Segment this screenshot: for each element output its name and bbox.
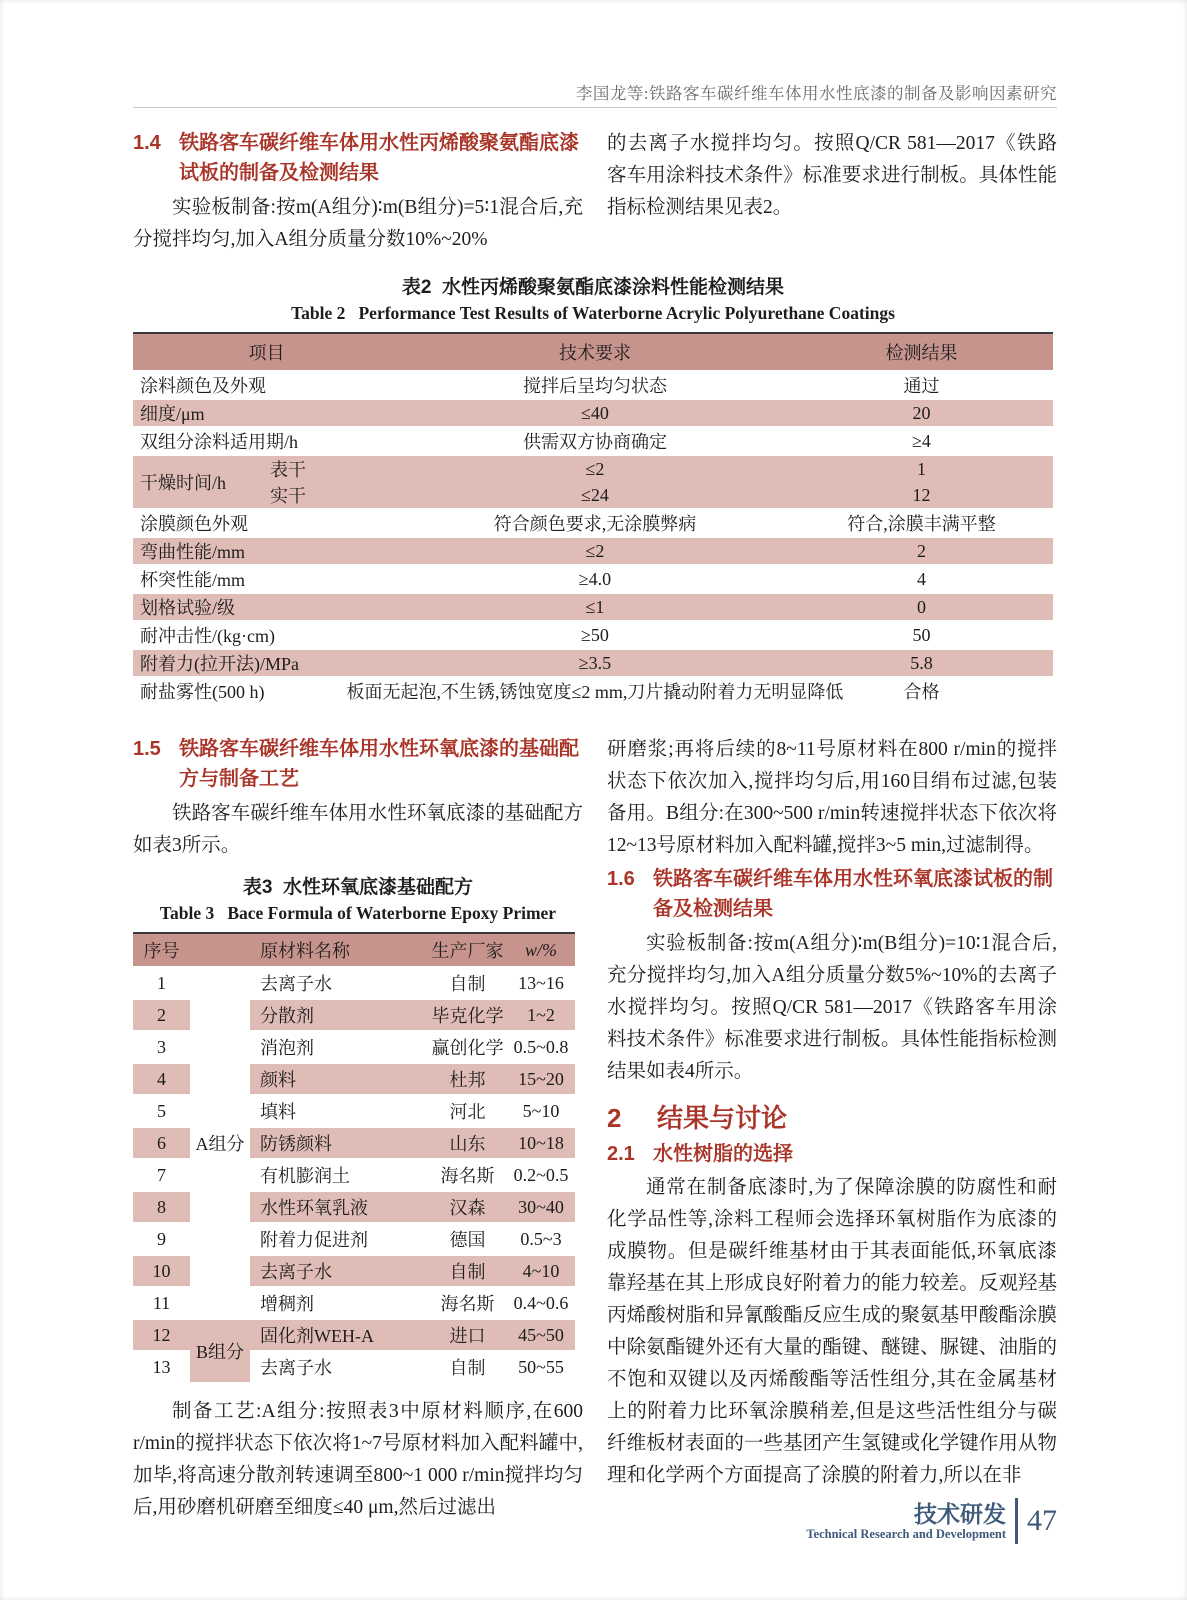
cell-requirement: 符合颜色要求,无涂膜弊病 bbox=[400, 509, 790, 537]
cell-material-name: 附着力促进剂 bbox=[250, 1223, 428, 1255]
table3-caption-en: Table 3 Bace Formula of Waterborne Epoxy Primer bbox=[159, 903, 557, 923]
cell-mass-fraction: 0.4~0.6 bbox=[507, 1287, 575, 1319]
cell-requirement: 供需双方协商确定 bbox=[400, 427, 790, 455]
col-header-group bbox=[190, 933, 250, 967]
cell-no: 9 bbox=[133, 1223, 190, 1255]
table-row bbox=[133, 1319, 575, 1351]
col-header-material: 原材料名称 bbox=[250, 933, 428, 967]
table-row bbox=[133, 677, 1053, 705]
mid-right-column bbox=[607, 734, 1057, 1492]
section-heading-1-6 bbox=[607, 864, 1057, 924]
running-header: 李国龙等:铁路客车碳纤维车体用水性底漆的制备及影响因素研究 bbox=[575, 84, 1057, 103]
cell-manufacturer: 进口 bbox=[428, 1319, 507, 1351]
cell-manufacturer: 山东 bbox=[428, 1127, 507, 1159]
cell-result: 0 bbox=[790, 593, 1053, 621]
cell-manufacturer: 自制 bbox=[428, 1255, 507, 1287]
cell-item: 涂料颜色及外观 bbox=[133, 371, 400, 399]
section-title: 水性树脂的选择 bbox=[653, 1143, 793, 1165]
cell-result: 12 bbox=[790, 482, 1053, 509]
cell-manufacturer: 自制 bbox=[428, 967, 507, 999]
cell-item: 杯突性能/mm bbox=[133, 565, 400, 593]
section-number: 1.4 bbox=[133, 132, 161, 154]
header-divider bbox=[133, 107, 1057, 108]
top-left-column bbox=[133, 128, 583, 256]
cell-no: 4 bbox=[133, 1063, 190, 1095]
col-header-requirement: 技术要求 bbox=[400, 333, 790, 371]
cell-result: 1 bbox=[790, 455, 1053, 482]
cell-result: 2 bbox=[790, 537, 1053, 565]
section-number: 2 bbox=[607, 1103, 622, 1133]
cell-manufacturer: 毕克化学 bbox=[428, 999, 507, 1031]
cell-component-group: B组分 bbox=[190, 1319, 250, 1383]
cell-requirement: ≥4.0 bbox=[400, 565, 790, 593]
paragraph: 通常在制备底漆时,为了保障涂膜的防腐性和耐化学品性等,涂料工程师会选择环氧树脂作为底漆的成膜物。但是碳纤维基材由于其表面能低,环氧底漆靠羟基在其上形成良好附着力的能力较差。反观羟基丙烯酸树脂和异氰酸酯反应生成的聚氨基甲酸酯涂膜中除氨酯键外还有大量的酯键、醚键、脲键、油脂的不饱和双键以及丙烯酸酯等活性组分,其在金属基材上的附着力比环氧涂膜稍差,但是这些活性组分与碳纤维板材表面的一些基团产生氢键或化学键作用从物理和化学两个方面提高了涂膜的附着力,所以在非 bbox=[607, 1177, 1057, 1486]
cell-requirement: ≤2 bbox=[400, 537, 790, 565]
cell-result: 5.8 bbox=[790, 649, 1053, 677]
cell-no: 8 bbox=[133, 1191, 190, 1223]
cell-requirement: ≤1 bbox=[400, 593, 790, 621]
table-row bbox=[133, 593, 1053, 621]
section-heading-2 bbox=[607, 1100, 1057, 1136]
section-heading-1-4 bbox=[133, 128, 583, 188]
cell-mass-fraction: 0.2~0.5 bbox=[507, 1159, 575, 1191]
cell-material-name: 分散剂 bbox=[250, 999, 428, 1031]
cell-result: 20 bbox=[790, 399, 1053, 427]
cell-mass-fraction: 10~18 bbox=[507, 1127, 575, 1159]
cell-requirement: 搅拌后呈均匀状态 bbox=[400, 371, 790, 399]
paragraph: 铁路客车碳纤维车体用水性环氧底漆的基础配方如表3所示。 bbox=[133, 803, 583, 856]
cell-no: 10 bbox=[133, 1255, 190, 1287]
cell-material-name: 水性环氧乳液 bbox=[250, 1191, 428, 1223]
cell-mass-fraction: 15~20 bbox=[507, 1063, 575, 1095]
cell-manufacturer: 海名斯 bbox=[428, 1287, 507, 1319]
cell-material-name: 去离子水 bbox=[250, 1351, 428, 1383]
cell-result: 符合,涂膜丰满平整 bbox=[790, 509, 1053, 537]
cell-material-name: 颜料 bbox=[250, 1063, 428, 1095]
paragraph: 实验板制备:按m(A组分)∶m(B组分)=5∶1混合后,充分搅拌均匀,加入A组分质量分数10%~20% bbox=[133, 197, 583, 250]
cell-result: 合格 bbox=[790, 677, 1053, 705]
cell-no: 2 bbox=[133, 999, 190, 1031]
table-row bbox=[133, 967, 575, 999]
cell-requirement: ≤2 bbox=[400, 455, 790, 482]
table2-caption-en: Table 2 Performance Test Results of Waterborne Acrylic Polyurethane Coatings bbox=[291, 303, 895, 323]
cell-item: 划格试验/级 bbox=[133, 593, 400, 621]
cell-no: 13 bbox=[133, 1351, 190, 1383]
cell-mass-fraction: 30~40 bbox=[507, 1191, 575, 1223]
cell-requirement: ≥3.5 bbox=[400, 649, 790, 677]
cell-result: 4 bbox=[790, 565, 1053, 593]
cell-manufacturer: 河北 bbox=[428, 1095, 507, 1127]
col-header-item: 项目 bbox=[133, 333, 400, 371]
section-title: 铁路客车碳纤维车体用水性环氧底漆的基础配方与制备工艺 bbox=[179, 738, 579, 790]
cell-mass-fraction: 50~55 bbox=[507, 1351, 575, 1383]
cell-requirement-text: 板面无起泡,不生锈,锈蚀宽度≤2 mm,刀片撬动附着力无明显降低 bbox=[346, 682, 844, 702]
table2-caption-cn: 表2 水性丙烯酸聚氨酯底漆涂料性能检测结果 bbox=[401, 277, 785, 298]
mid-left-column bbox=[133, 734, 583, 1524]
page-footer bbox=[806, 1498, 1057, 1544]
cell-result: 50 bbox=[790, 621, 1053, 649]
footer-label-en: Technical Research and Development bbox=[806, 1526, 1006, 1541]
cell-mass-fraction: 1~2 bbox=[507, 999, 575, 1031]
top-two-column-block bbox=[133, 128, 1057, 256]
cell-requirement: ≤24 bbox=[400, 482, 790, 509]
cell-result: ≥4 bbox=[790, 427, 1053, 455]
cell-item: 细度/μm bbox=[133, 399, 400, 427]
cell-mass-fraction: 4~10 bbox=[507, 1255, 575, 1287]
cell-material-name: 去离子水 bbox=[250, 967, 428, 999]
cell-manufacturer: 赢创化学 bbox=[428, 1031, 507, 1063]
formula-table bbox=[133, 932, 575, 1384]
cell-material-name: 固化剂WEH-A bbox=[250, 1319, 428, 1351]
cell-manufacturer: 德国 bbox=[428, 1223, 507, 1255]
page-number: 47 bbox=[1027, 1504, 1057, 1537]
page-content bbox=[133, 0, 1057, 1600]
table-header-row bbox=[133, 933, 575, 967]
cell-mass-fraction: 13~16 bbox=[507, 967, 575, 999]
table3-section bbox=[133, 872, 583, 1384]
table-row bbox=[133, 649, 1053, 677]
cell-no: 3 bbox=[133, 1031, 190, 1063]
cell-no: 5 bbox=[133, 1095, 190, 1127]
cell-component-group: A组分 bbox=[190, 967, 250, 1319]
cell-result: 通过 bbox=[790, 371, 1053, 399]
cell-item: 耐盐雾性(500 h) bbox=[133, 677, 400, 705]
table-header-row bbox=[133, 333, 1053, 371]
footer-labels bbox=[806, 1501, 1006, 1542]
paragraph: 制备工艺:A组分:按照表3中原材料顺序,在600 r/min的搅拌状态下依次将1~7号原材料加入配料罐中,加毕,将高速分散剂转速调至800~1 000 r/min搅拌均匀后,用砂磨机研磨至细度≤40 μm,然后过滤出 bbox=[133, 1401, 583, 1518]
cell-no: 11 bbox=[133, 1287, 190, 1319]
cell-item: 双组分涂料适用期/h bbox=[133, 427, 400, 455]
table-row bbox=[133, 509, 1053, 537]
table-row bbox=[133, 427, 1053, 455]
col-header-fraction: w/% bbox=[507, 933, 575, 967]
cell-no: 6 bbox=[133, 1127, 190, 1159]
table-row bbox=[133, 565, 1053, 593]
cell-item: 附着力(拉开法)/MPa bbox=[133, 649, 400, 677]
cell-no: 7 bbox=[133, 1159, 190, 1191]
cell-mass-fraction: 0.5~0.8 bbox=[507, 1031, 575, 1063]
footer-label-cn: 技术研发 bbox=[914, 1500, 1006, 1527]
cell-no: 12 bbox=[133, 1319, 190, 1351]
section-title: 结果与讨论 bbox=[657, 1103, 788, 1133]
section-heading-1-5 bbox=[133, 734, 583, 794]
section-number: 2.1 bbox=[607, 1143, 635, 1165]
performance-test-table bbox=[133, 332, 1053, 706]
cell-subitem: 表干 bbox=[268, 455, 400, 482]
section-number: 1.6 bbox=[607, 868, 635, 890]
cell-material-name: 有机膨润土 bbox=[250, 1159, 428, 1191]
cell-material-name: 防锈颜料 bbox=[250, 1127, 428, 1159]
col-header-manufacturer: 生产厂家 bbox=[428, 933, 507, 967]
cell-requirement bbox=[346, 677, 844, 705]
table3-caption-cn: 表3 水性环氧底漆基础配方 bbox=[242, 877, 474, 898]
cell-mass-fraction: 0.5~3 bbox=[507, 1223, 575, 1255]
table2-section bbox=[133, 272, 1053, 706]
cell-item: 耐冲击性/(kg·cm) bbox=[133, 621, 400, 649]
cell-mass-fraction: 45~50 bbox=[507, 1319, 575, 1351]
cell-no: 1 bbox=[133, 967, 190, 999]
cell-manufacturer: 海名斯 bbox=[428, 1159, 507, 1191]
top-right-column bbox=[607, 128, 1057, 256]
cell-item: 弯曲性能/mm bbox=[133, 537, 400, 565]
table-row bbox=[133, 537, 1053, 565]
table-row bbox=[133, 482, 1053, 509]
cell-manufacturer: 自制 bbox=[428, 1351, 507, 1383]
cell-mass-fraction: 5~10 bbox=[507, 1095, 575, 1127]
col-header-no: 序号 bbox=[133, 933, 190, 967]
table-row bbox=[133, 455, 1053, 482]
cell-item: 干燥时间/h bbox=[133, 455, 268, 509]
cell-material-name: 去离子水 bbox=[250, 1255, 428, 1287]
paragraph: 的去离子水搅拌均匀。按照Q/CR 581—2017《铁路客车用涂料技术条件》标准要求进行制板。具体性能指标检测结果见表2。 bbox=[607, 133, 1057, 218]
cell-material-name: 消泡剂 bbox=[250, 1031, 428, 1063]
section-title: 铁路客车碳纤维车体用水性环氧底漆试板的制备及检测结果 bbox=[653, 868, 1053, 920]
paragraph: 研磨浆;再将后续的8~11号原材料在800 r/min的搅拌状态下依次加入,搅拌均匀后,用160目绢布过滤,包装备用。B组分:在300~500 r/min转速搅拌状态下依次将12~13号原材料加入配料罐,搅拌3~5 min,过滤制得。 bbox=[607, 739, 1057, 856]
cell-requirement: ≤40 bbox=[400, 399, 790, 427]
table-row bbox=[133, 371, 1053, 399]
paragraph: 实验板制备:按m(A组分)∶m(B组分)=10∶1混合后,充分搅拌均匀,加入A组分质量分数5%~10%的去离子水搅拌均匀。按照Q/CR 581—2017《铁路客车用涂料技术条件》标准要求进行制板。具体性能指标检测结果如表4所示。 bbox=[607, 933, 1057, 1082]
cell-requirement: ≥50 bbox=[400, 621, 790, 649]
cell-subitem: 实干 bbox=[268, 482, 400, 509]
section-title: 铁路客车碳纤维车体用水性丙烯酸聚氨酯底漆试板的制备及检测结果 bbox=[179, 132, 579, 184]
section-heading-2-1 bbox=[607, 1140, 1057, 1168]
cell-manufacturer: 杜邦 bbox=[428, 1063, 507, 1095]
cell-item: 涂膜颜色外观 bbox=[133, 509, 400, 537]
table-row bbox=[133, 621, 1053, 649]
section-number: 1.5 bbox=[133, 738, 161, 760]
table-row bbox=[133, 399, 1053, 427]
col-header-result: 检测结果 bbox=[790, 333, 1053, 371]
footer-divider-bar bbox=[1015, 1498, 1018, 1544]
cell-material-name: 填料 bbox=[250, 1095, 428, 1127]
cell-manufacturer: 汉森 bbox=[428, 1191, 507, 1223]
cell-material-name: 增稠剂 bbox=[250, 1287, 428, 1319]
